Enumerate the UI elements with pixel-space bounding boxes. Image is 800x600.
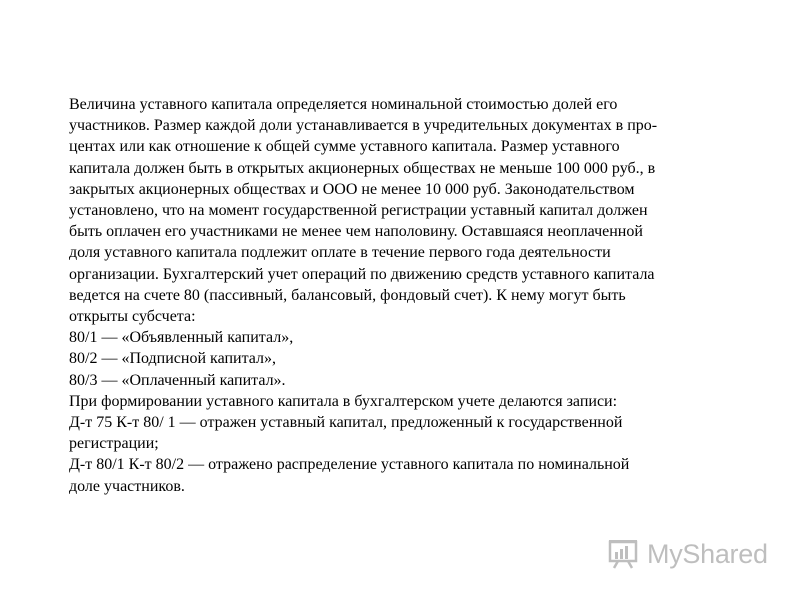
watermark-brand: MyShared xyxy=(647,539,768,569)
text-line: центах или как отношение к общей сумме уставного капитала. Размер уставного xyxy=(69,138,620,156)
body-text xyxy=(69,94,709,497)
text-line: Величина уставного капитала определяется номинальной стоимостью долей его xyxy=(69,96,618,113)
text-line: капитала должен быть в открытых акционерных обществах не меньше 100 000 руб., в xyxy=(69,159,656,177)
entry-line: Д-т 80/1 К-т 80/2 — отражено распределение уставного капитала по номинальной xyxy=(69,456,630,474)
text-line: участников. Размер каждой доли устанавливается в учредительных документах в про- xyxy=(69,117,658,135)
subaccount-line: 80/2 — «Подписной капитал», xyxy=(69,350,276,368)
text-line: доля уставного капитала подлежит оплате в течение первого года деятельности xyxy=(69,244,611,262)
text-line: ведется на счете 80 (пассивный, балансовый, фондовый счет). К нему могут быть xyxy=(69,286,626,304)
myshared-watermark xyxy=(608,536,768,572)
text-line: закрытых акционерных обществах и ООО не менее 10 000 руб. Законодательством xyxy=(69,180,635,198)
text-line: быть оплачен его участниками не менее чем наполовину. Оставшаяся неоплаченной xyxy=(69,223,643,241)
presentation-board-icon xyxy=(608,538,642,570)
text-line: организации. Бухгалтерский учет операций по движению средств уставного капитала xyxy=(69,265,655,283)
entry-line: регистрации; xyxy=(69,435,159,453)
entry-line: Д-т 75 К-т 80/ 1 — отражен уставный капитал, предложенный к государственной xyxy=(69,414,623,432)
subaccount-line: 80/1 — «Объявленный капитал», xyxy=(69,329,294,347)
text-line: При формировании уставного капитала в бухгалтерском учете делаются записи: xyxy=(69,392,618,410)
text-line: открыты субсчета: xyxy=(69,308,196,326)
subaccount-line: 80/3 — «Оплаченный капитал». xyxy=(69,371,286,389)
entry-line: доле участников. xyxy=(69,477,185,495)
text-line: установлено, что на момент государственной регистрации уставный капитал должен xyxy=(69,202,648,220)
